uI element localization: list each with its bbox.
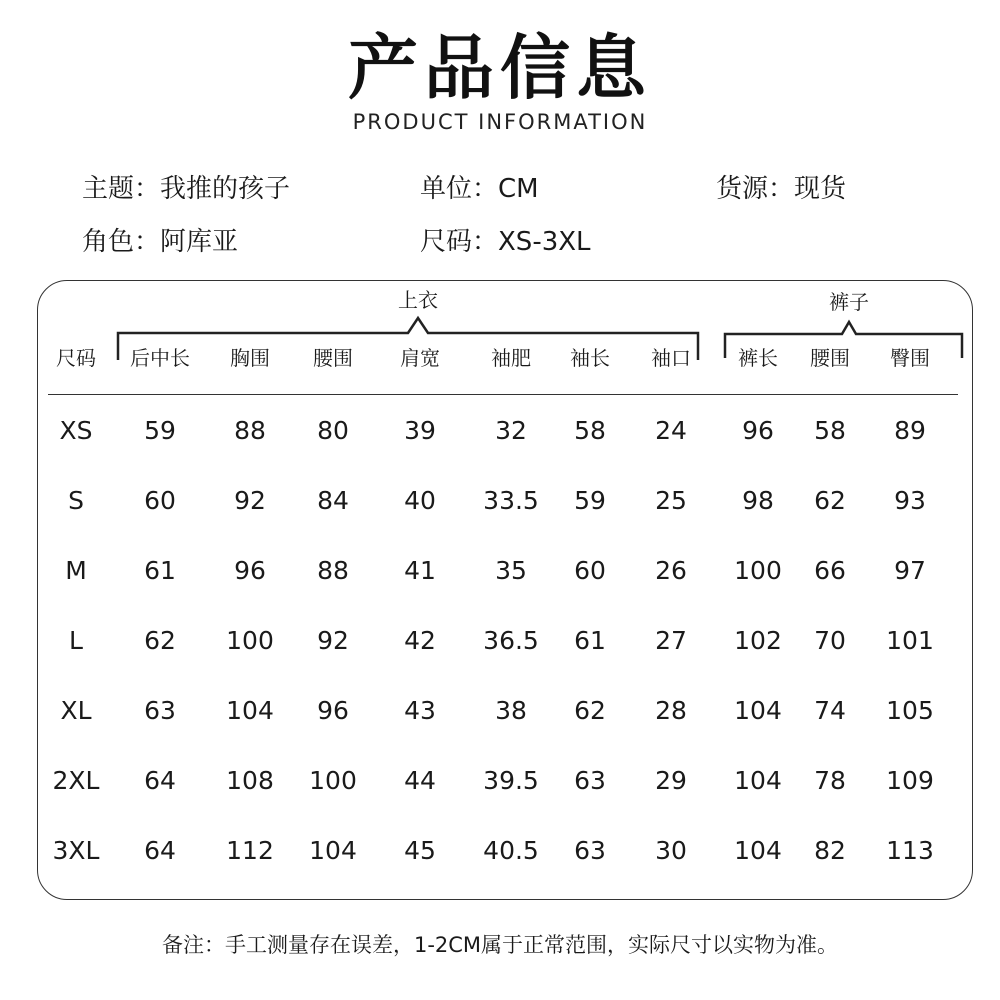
size-cell: L [69,626,83,655]
table-cell: 32 [495,416,527,445]
table-cell: 96 [234,556,266,585]
table-cell: 59 [574,486,606,515]
column-header: 尺码 [56,346,96,370]
table-cell: 105 [886,696,934,725]
table-cell: 40.5 [483,836,539,865]
table-cell: 98 [742,486,774,515]
column-header: 腰围 [810,346,850,370]
table-cell: 60 [574,556,606,585]
table-cell: 64 [144,766,176,795]
column-header: 裤长 [738,346,778,370]
footer-note: 备注：手工测量存在误差，1-2CM属于正常范围，实际尺寸以实物为准。 [161,933,839,957]
column-header: 袖长 [570,346,610,370]
table-cell: 101 [886,626,934,655]
table-cell: 70 [814,626,846,655]
column-header: 袖口 [651,346,691,370]
table-cell: 45 [404,836,436,865]
table-cell: 63 [144,696,176,725]
column-header: 腰围 [313,346,353,370]
table-cell: 100 [734,556,782,585]
table-cell: 39.5 [483,766,539,795]
table-cell: 36.5 [483,626,539,655]
table-cell: 38 [495,696,527,725]
info-size-range: 尺码：XS-3XL [420,227,591,257]
table-cell: 28 [655,696,687,725]
info-unit: 单位：CM [420,174,539,204]
size-cell: 3XL [52,836,100,865]
table-cell: 84 [317,486,349,515]
table-cell: 62 [574,696,606,725]
table-cell: 78 [814,766,846,795]
page-title: 产品信息 [348,27,652,109]
table-cell: 109 [886,766,934,795]
table-cell: 24 [655,416,687,445]
page-subtitle: PRODUCT INFORMATION [352,110,648,134]
size-table-frame [37,280,973,900]
table-cell: 39 [404,416,436,445]
table-cell: 113 [886,836,934,865]
table-cell: 59 [144,416,176,445]
table-cell: 42 [404,626,436,655]
table-cell: 41 [404,556,436,585]
table-cell: 104 [309,836,357,865]
table-cell: 43 [404,696,436,725]
table-cell: 104 [226,696,274,725]
column-header: 袖肥 [491,346,531,370]
table-cell: 104 [734,836,782,865]
header-divider [48,394,958,395]
table-cell: 27 [655,626,687,655]
table-cell: 88 [234,416,266,445]
column-header: 肩宽 [400,346,440,370]
table-cell: 60 [144,486,176,515]
size-cell: XL [60,696,92,725]
table-cell: 74 [814,696,846,725]
table-cell: 63 [574,836,606,865]
table-cell: 112 [226,836,274,865]
column-header: 后中长 [130,346,190,370]
table-cell: 30 [655,836,687,865]
table-cell: 97 [894,556,926,585]
table-cell: 44 [404,766,436,795]
size-cell: XS [59,416,93,445]
group-label-top: 上衣 [398,288,438,312]
table-cell: 96 [317,696,349,725]
table-cell: 89 [894,416,926,445]
table-cell: 35 [495,556,527,585]
info-role: 角色：阿库亚 [82,227,239,257]
table-cell: 104 [734,766,782,795]
group-label-pants: 裤子 [829,290,869,314]
table-cell: 63 [574,766,606,795]
table-cell: 96 [742,416,774,445]
table-cell: 88 [317,556,349,585]
table-cell: 58 [574,416,606,445]
table-cell: 82 [814,836,846,865]
table-cell: 80 [317,416,349,445]
table-cell: 26 [655,556,687,585]
table-cell: 33.5 [483,486,539,515]
table-cell: 61 [574,626,606,655]
table-cell: 25 [655,486,687,515]
table-cell: 100 [309,766,357,795]
table-cell: 66 [814,556,846,585]
table-cell: 104 [734,696,782,725]
table-cell: 40 [404,486,436,515]
size-cell: S [68,486,84,515]
table-cell: 58 [814,416,846,445]
table-cell: 61 [144,556,176,585]
table-cell: 92 [317,626,349,655]
table-cell: 62 [144,626,176,655]
size-cell: 2XL [52,766,100,795]
info-theme: 主题：我推的孩子 [82,174,291,204]
column-header: 臀围 [890,346,930,370]
table-cell: 92 [234,486,266,515]
size-cell: M [65,556,87,585]
table-cell: 29 [655,766,687,795]
table-cell: 102 [734,626,782,655]
table-cell: 93 [894,486,926,515]
info-source: 货源：现货 [716,174,847,204]
table-cell: 108 [226,766,274,795]
table-cell: 100 [226,626,274,655]
table-cell: 64 [144,836,176,865]
column-header: 胸围 [230,346,270,370]
table-cell: 62 [814,486,846,515]
